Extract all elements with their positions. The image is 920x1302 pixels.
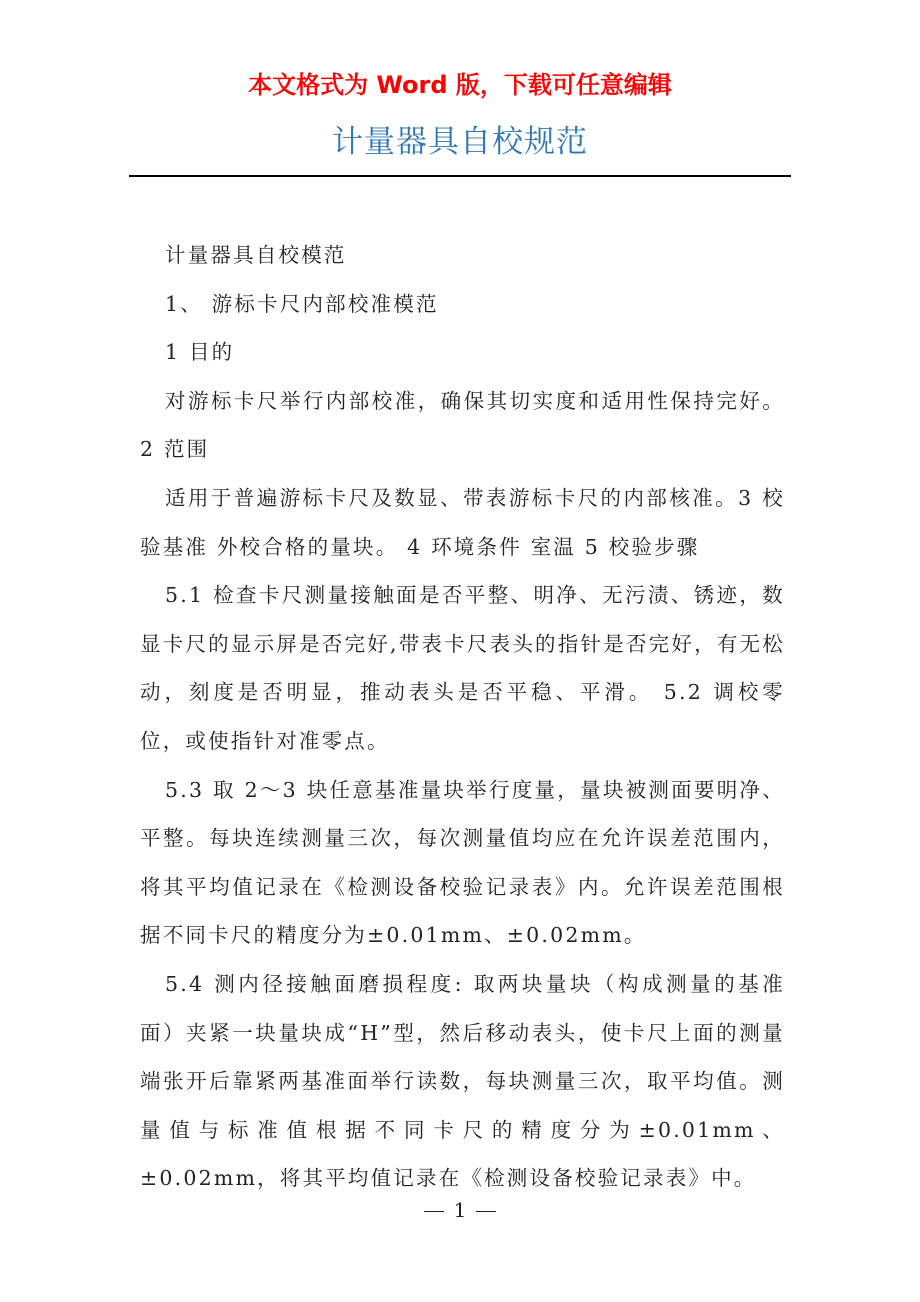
page-number-dash-left — [424, 1211, 444, 1212]
page-number-value: 1 — [453, 1198, 467, 1222]
document-body — [140, 231, 785, 1203]
paragraph-step-5-4: 5.4 测内径接触面磨损程度: 取两块量块（构成测量的基准面）夹紧一块量块成“H”型，然后移动表头，使卡尺上面的测量端张开后靠紧两基准面举行读数，每块测量三次，取平均值。测量值与标准值根据不同卡尺的精度分为±0.01mm、±0.02mm，将其平均值记录在《检测设备校验记录表》中。 — [140, 971, 785, 1191]
format-banner: 本文格式为 Word 版，下载可任意编辑 — [248, 71, 672, 99]
paragraph-subsection-heading: 1、 游标卡尺内部校准模范 — [165, 291, 439, 316]
paragraph-step-5-3: 5.3 取 2～3 块任意基准量块举行度量，量块被测面要明净、平整。每块连续测量三次，每次测量值均应在允许误差范围内，将其平均值记录在《检测设备校验记录表》内。允许误差范围根据不同卡尺的精度分为±0.01mm、±0.02mm。 — [140, 777, 785, 948]
paragraph-section-heading: 计量器具自校模范 — [165, 243, 347, 267]
document-title: 计量器具自校规范 — [332, 124, 588, 160]
header-divider — [129, 175, 791, 177]
paragraph-purpose-scope: 对游标卡尺举行内部校准，确保其切实度和适用性保持完好。 2 范围 — [140, 388, 785, 462]
page-number-dash-right — [476, 1211, 496, 1212]
page-number — [0, 1196, 920, 1224]
paragraph-step-5-1: 5.1 检查卡尺测量接触面是否平整、明净、无污渍、锈迹，数显卡尺的显示屏是否完好,带表卡尺表头的指针是否完好，有无松动，刻度是否明显，推动表头是否平稳、平滑。 5.2 调校零位，或使指针对准零点。 — [140, 583, 785, 753]
paragraph-purpose-heading: 1 目的 — [165, 340, 235, 365]
paragraph-scope-conditions: 适用于普遍游标卡尺及数显、带表游标卡尺的内部核准。3 校验基准 外校合格的量块。 4 环境条件 室温 5 校验步骤 — [140, 485, 785, 559]
